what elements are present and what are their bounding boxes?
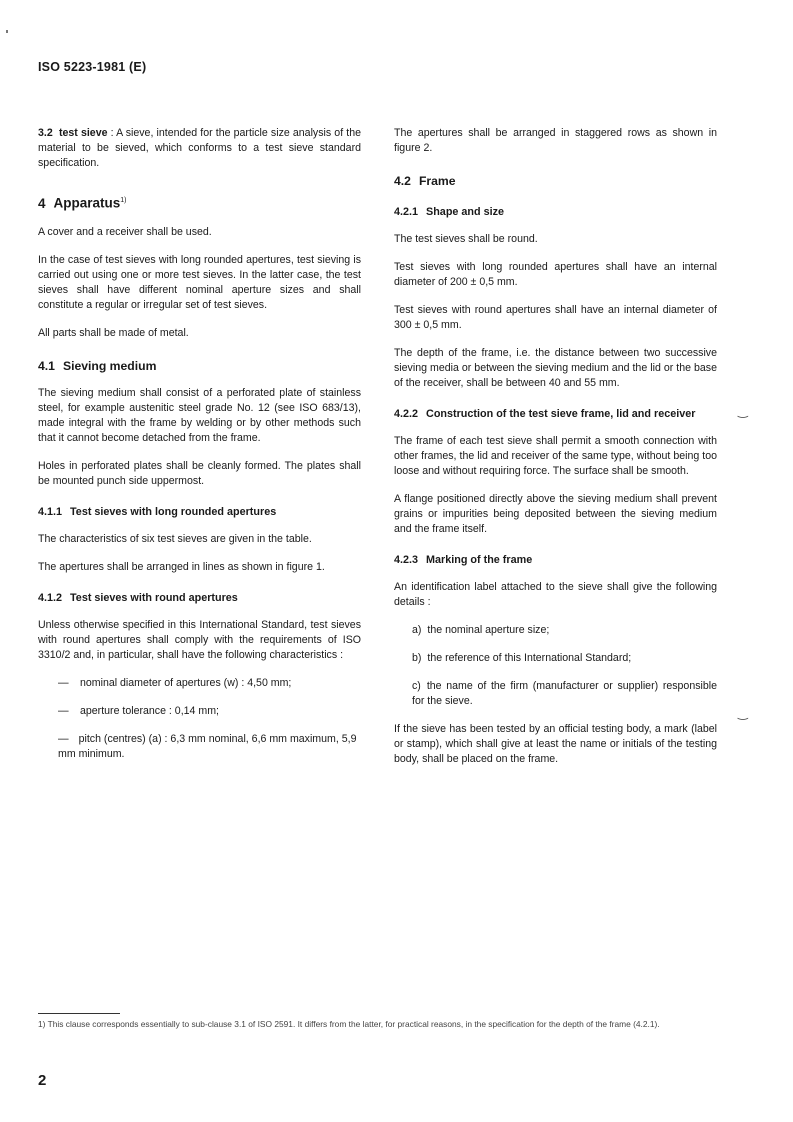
- paragraph: Test sieves with long rounded apertures shall have an internal diameter of 200 ± 0,5 mm.: [394, 261, 717, 288]
- paragraph: A cover and a receiver shall be used.: [38, 225, 212, 238]
- heading-4-2-1: 4.2.1 Shape and size: [394, 206, 505, 218]
- margin-mark: ‿: [738, 404, 748, 418]
- scan-speck: [6, 30, 8, 33]
- paragraph: Holes in perforated plates shall be cleanly formed. The plates shall be mounted punch side uppermost.: [38, 459, 361, 487]
- list-item: a) the nominal aperture size;: [412, 624, 550, 636]
- heading-4-1-2: 4.1.2 Test sieves with round apertures: [38, 591, 238, 604]
- page-number: 2: [38, 1072, 47, 1089]
- list-item: — nominal diameter of apertures (w) : 4,50 mm;: [58, 676, 292, 689]
- paragraph: The characteristics of six test sieves are given in the table.: [38, 532, 312, 545]
- list-item: — aperture tolerance : 0,14 mm;: [58, 704, 219, 717]
- right-column: [394, 126, 717, 780]
- margin-mark: ‿: [738, 706, 748, 720]
- paragraph: An identification label attached to the sieve shall give the following details :: [394, 581, 717, 608]
- paragraph: The depth of the frame, i.e. the distance between two successive sieving media or between the sieving medium and the lid or the base of the receiver, shall be between 40 and 55 mm.: [394, 347, 717, 389]
- footnote-rule: [38, 1013, 120, 1014]
- heading-4-2-frame: 4.2 Frame: [394, 174, 456, 188]
- heading-4-2-2: 4.2.2 Construction of the test sieve frame, lid and receiver: [394, 408, 696, 420]
- paragraph: A flange positioned directly above the sieving medium shall prevent grains or impurities being deposited between the sieving medium and the frame itself.: [394, 493, 717, 535]
- paragraph: In the case of test sieves with long rounded apertures, test sieving is carried out using one or more test sieves. In the latter case, the test sieves shall have different nominal aperture sizes and shall constitute a regular or irregular set of test sieves.: [38, 253, 361, 311]
- term: test sieve: [59, 127, 108, 139]
- list-item: c) the name of the firm (manufacturer or supplier) responsible for the sieve.: [412, 680, 717, 707]
- heading-4-apparatus: 4 Apparatus$^{1)}$: [38, 195, 127, 211]
- clause-3-2: 3.2 test sieve : A sieve, intended for the particle size analysis of the material to be sieved, which conforms to a test sieve standard specification.: [38, 127, 361, 169]
- document-header: ISO 5223-1981 (E): [38, 60, 147, 74]
- paragraph: Unless otherwise specified in this International Standard, test sieves with round apertures shall comply with the requirements of ISO 3310/2 and, in particular, shall have the following characteristics :: [38, 618, 361, 661]
- paragraph: Test sieves with round apertures shall have an internal diameter of 300 ± 0,5 mm.: [394, 304, 717, 331]
- list-item: — pitch (centres) (a) : 6,3 mm nominal, 6,6 mm maximum, 5,9 mm minimum.: [58, 732, 357, 760]
- paragraph: The apertures shall be arranged in lines as shown in figure 1.: [38, 560, 325, 573]
- paragraph: All parts shall be made of metal.: [38, 326, 189, 339]
- footnote: 1) This clause corresponds essentially to sub-clause 3.1 of ISO 2591. It differs from the latter, for practical reasons, in the specification for the depth of the frame (4.2.1).: [38, 1019, 660, 1029]
- definition-text: A sieve, intended for the particle size analysis of the material to be sieved, which conforms to a test sieve standard specification.: [38, 127, 361, 169]
- paragraph: The apertures shall be arranged in staggered rows as shown in figure 2.: [394, 127, 717, 154]
- paragraph: The test sieves shall be round.: [394, 233, 538, 245]
- clause-number: 3.2: [38, 127, 53, 139]
- list-item: b) the reference of this International Standard;: [412, 652, 632, 664]
- paragraph: If the sieve has been tested by an official testing body, a mark (label or stamp), which shall give at least the name or initials of the testing body, shall be placed on the frame.: [394, 723, 717, 765]
- paragraph: The sieving medium shall consist of a perforated plate of stainless steel, for example austenitic steel grade No. 12 (see ISO 683/13), made integral with the frame by welding or by other methods such that it cannot become detached from the frame.: [38, 386, 361, 444]
- footnote-ref: 1): [120, 197, 127, 204]
- heading-4-1-1: 4.1.1 Test sieves with long rounded apertures: [38, 505, 277, 518]
- heading-4-2-3: 4.2.3 Marking of the frame: [394, 554, 533, 566]
- left-column: [38, 126, 361, 775]
- heading-4-1-sieving-medium: 4.1 Sieving medium: [38, 358, 157, 373]
- paragraph: The frame of each test sieve shall permit a smooth connection with other frames, the lid and receiver of the same type, without being too loose and without requiring force. The surface shall be smooth.: [394, 435, 717, 477]
